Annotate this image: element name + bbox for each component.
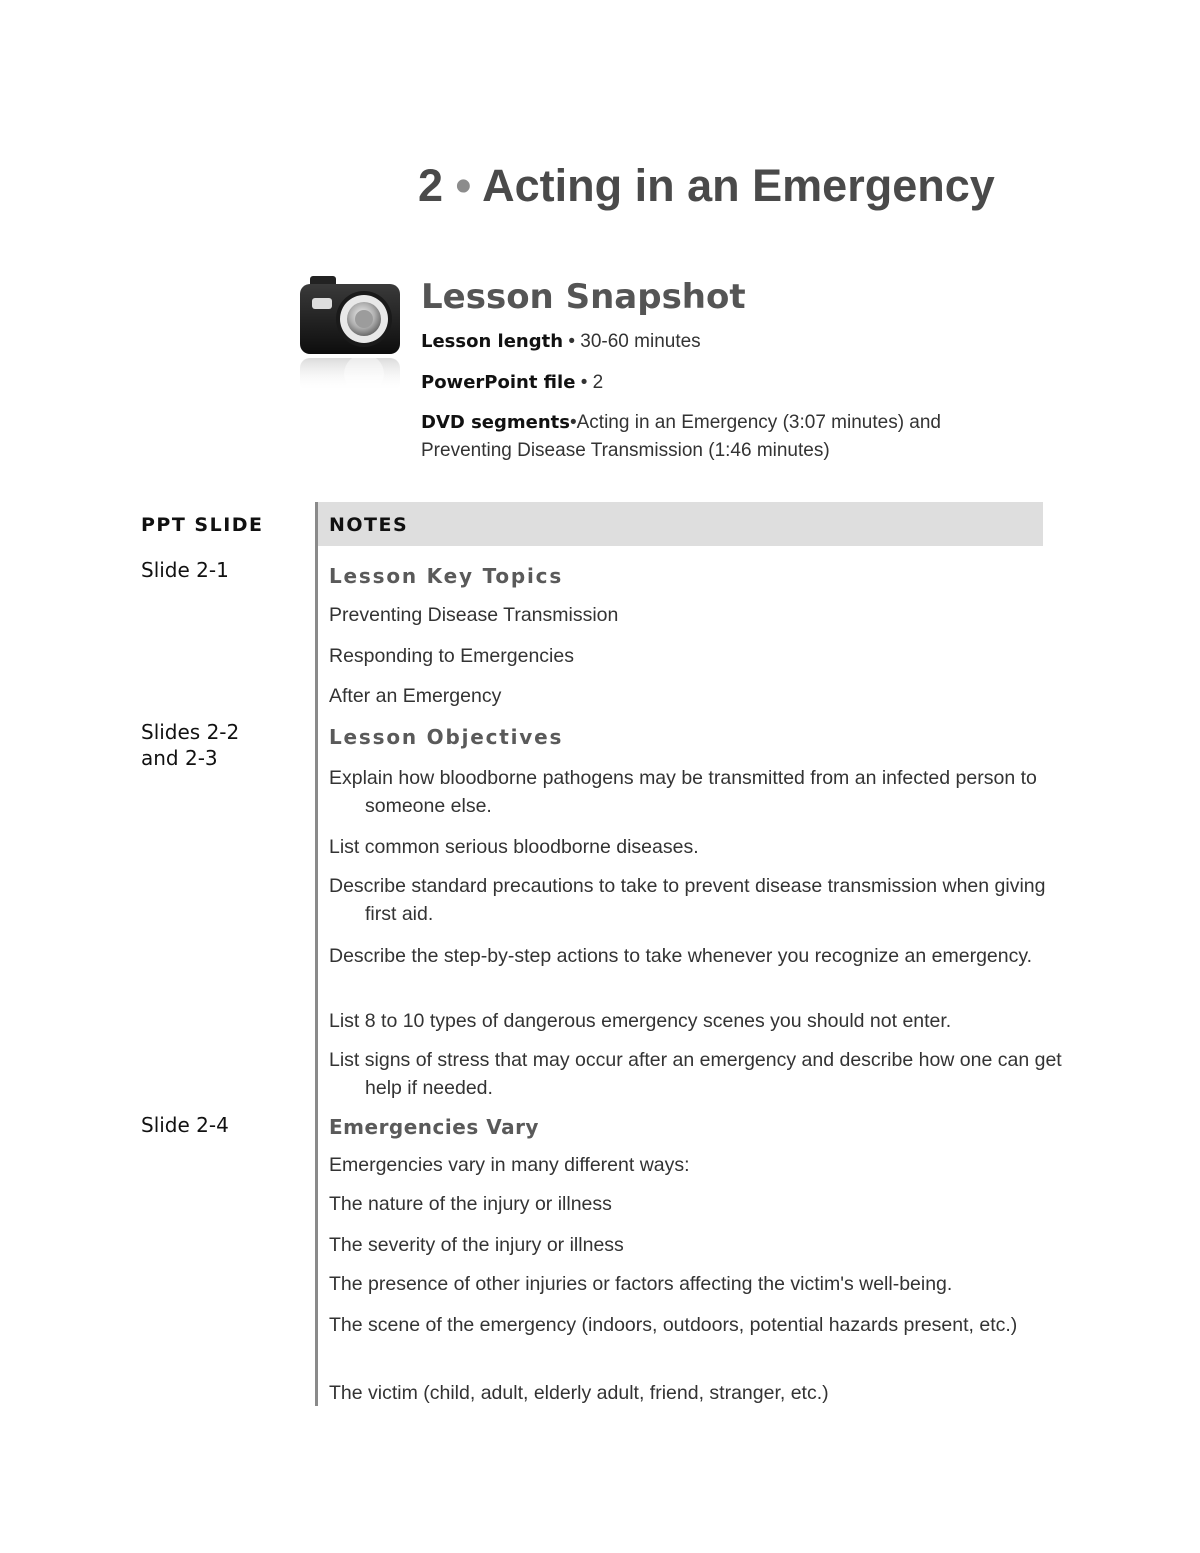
column-divider — [315, 502, 318, 1406]
ppt-slide-header: PPT SLIDE — [141, 514, 264, 536]
section-heading: Lesson Objectives — [329, 725, 564, 749]
note-item: Preventing Disease Transmission — [329, 604, 619, 626]
section-heading: Emergencies Vary — [329, 1115, 539, 1139]
slide-label: Slide 2-4 — [141, 1113, 229, 1137]
dvd-segments-value-line2: Preventing Disease Transmission (1:46 minutes) — [421, 440, 830, 461]
note-item: List common serious bloodborne diseases. — [329, 836, 699, 858]
chapter-number: 2 — [418, 160, 444, 211]
note-item: Describe standard precautions to take to prevent disease transmission when giving first aid. — [329, 875, 1046, 925]
notes-header-bar — [318, 502, 1043, 546]
snapshot-title: Lesson Snapshot — [421, 277, 746, 317]
dvd-segments-label: DVD segments — [421, 412, 570, 433]
note-item: Responding to Emergencies — [329, 645, 574, 667]
camera-icon — [298, 274, 404, 394]
note-item: Explain how bloodborne pathogens may be transmitted from an infected person to someone else. — [329, 767, 1037, 817]
notes-header: NOTES — [329, 514, 409, 536]
note-item: List 8 to 10 types of dangerous emergency scenes you should not enter. — [329, 1010, 952, 1032]
note-item: Emergencies vary in many different ways: — [329, 1154, 690, 1176]
slide-label: Slide 2-1 — [141, 558, 229, 582]
dvd-segments-value: •Acting in an Emergency (3:07 minutes) and — [569, 412, 941, 433]
lesson-length-value: • 30-60 minutes — [568, 331, 701, 352]
note-item: List signs of stress that may occur after an emergency and describe how one can get help if needed. — [329, 1049, 1062, 1099]
note-item: Describe the step-by-step actions to take whenever you recognize an emergency. — [329, 945, 1033, 967]
lesson-length-label: Lesson length — [421, 331, 564, 352]
chapter-separator: • — [455, 160, 472, 211]
note-item: The severity of the injury or illness — [329, 1234, 624, 1256]
section-heading: Lesson Key Topics — [329, 564, 564, 588]
note-item: The presence of other injuries or factors affecting the victim's well-being. — [329, 1273, 953, 1295]
chapter-title — [418, 158, 995, 214]
slide-label: Slides 2-2 and 2-3 — [141, 720, 240, 770]
powerpoint-file-label: PowerPoint file — [421, 372, 576, 393]
dvd-segments — [421, 409, 941, 465]
chapter-name: Acting in an Emergency — [482, 160, 995, 211]
powerpoint-file — [421, 369, 603, 397]
note-item: The victim (child, adult, elderly adult, friend, stranger, etc.) — [329, 1382, 829, 1404]
note-item: The nature of the injury or illness — [329, 1193, 612, 1215]
note-item: The scene of the emergency (indoors, outdoors, potential hazards present, etc.) — [329, 1314, 1018, 1336]
lesson-length — [421, 328, 701, 356]
powerpoint-file-value: • 2 — [580, 372, 604, 393]
note-item: After an Emergency — [329, 685, 502, 707]
